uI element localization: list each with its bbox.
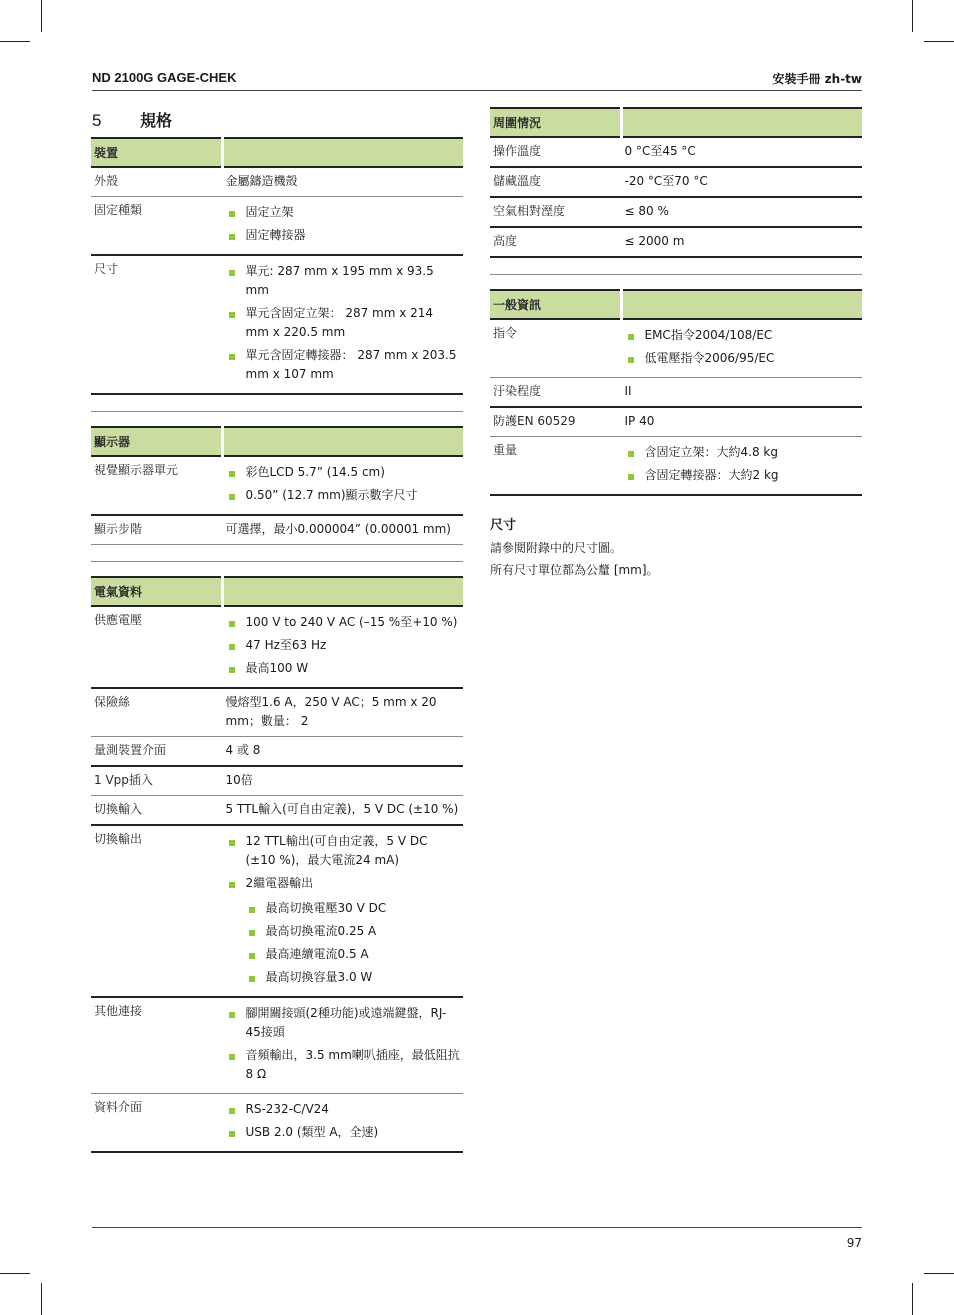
list-item: 47 Hz至63 Hz xyxy=(226,636,461,655)
table-row xyxy=(91,197,463,256)
section-title xyxy=(92,108,172,131)
table-row xyxy=(91,456,463,515)
list-item: 100 V to 240 V AC (–15 %至+10 %) xyxy=(226,613,461,632)
dimensions-note-line: 請參閱附錄中的尺寸圖。 xyxy=(490,541,623,555)
list-item: 固定轉接器 xyxy=(226,226,461,245)
crop-mark xyxy=(912,0,913,32)
spec-table-left xyxy=(91,137,463,1153)
row-value: 慢熔型1.6 A，250 V AC；5 mm x 20 mm；數量： 2 xyxy=(223,688,464,737)
table-row xyxy=(490,227,862,257)
table-header-general xyxy=(490,290,862,319)
list-item: 單元含固定轉接器： 287 mm x 203.5 mm x 107 mm xyxy=(226,346,461,384)
crop-mark xyxy=(912,1283,913,1315)
table-row xyxy=(490,378,862,408)
table-row xyxy=(91,796,463,826)
dimensions-note-text xyxy=(490,537,862,581)
spec-right-column xyxy=(490,107,862,581)
table-row xyxy=(91,167,463,197)
list-item: 腳開關接頭(2種功能)或遠端鍵盤，RJ-45接頭 xyxy=(226,1004,461,1042)
table-header-electrical xyxy=(91,577,463,606)
row-label: 尺寸 xyxy=(91,255,223,394)
row-label: 切換輸出 xyxy=(91,825,223,997)
table-row xyxy=(490,407,862,437)
sub-bullet-list xyxy=(246,899,461,987)
row-label: 外殼 xyxy=(91,167,223,197)
list-item: USB 2.0 (類型 A，全速) xyxy=(226,1123,461,1142)
list-item: 最高切換電流0.25 A xyxy=(246,922,461,941)
row-label: 視覺顯示器單元 xyxy=(91,456,223,515)
table-row xyxy=(91,766,463,796)
list-item: RS-232-C/V24 xyxy=(226,1100,461,1119)
row-value: -20 °C至70 °C xyxy=(622,167,863,197)
heading-electrical: 電氣資料 xyxy=(91,577,223,606)
crop-mark xyxy=(41,0,42,32)
table-row xyxy=(490,137,862,167)
page-number: 97 xyxy=(846,1236,862,1250)
manual-product-name: ND 2100G GAGE-CHEK xyxy=(92,70,237,85)
crop-mark xyxy=(924,1273,954,1274)
spec-table-right xyxy=(490,107,862,496)
table-row xyxy=(91,606,463,688)
bullet-list xyxy=(226,1004,461,1084)
list-item: 0.50” (12.7 mm)顯示數字尺寸 xyxy=(226,486,461,505)
table-row xyxy=(490,319,862,378)
spec-left-column xyxy=(91,137,463,1153)
row-value: 金屬鑄造機殼 xyxy=(223,167,464,197)
list-item: 含固定轉接器：大約2 kg xyxy=(625,466,860,485)
dimensions-note-line: 所有尺寸單位都為公釐 [mm]。 xyxy=(490,563,659,577)
crop-mark xyxy=(924,41,954,42)
heading-general: 一般資訊 xyxy=(490,290,622,319)
list-item: 最高切換容量3.0 W xyxy=(246,968,461,987)
row-label: 其他連接 xyxy=(91,997,223,1094)
table-row xyxy=(91,515,463,545)
footer-divider xyxy=(92,1227,862,1228)
row-label: 固定種類 xyxy=(91,197,223,256)
row-value: ≤ 80 % xyxy=(622,197,863,227)
row-label: 操作溫度 xyxy=(490,137,622,167)
row-value: 4 或 8 xyxy=(223,737,464,767)
row-label: 空氣相對溼度 xyxy=(490,197,622,227)
heading-environment: 周圍情況 xyxy=(490,108,622,137)
list-item: 低電壓指令2006/95/EC xyxy=(625,349,860,368)
heading-device: 裝置 xyxy=(91,138,223,167)
row-label: 供應電壓 xyxy=(91,606,223,688)
crop-mark xyxy=(41,1283,42,1315)
crop-mark xyxy=(0,1273,30,1274)
row-label: 顯示步階 xyxy=(91,515,223,545)
list-item: EMC指令2004/108/EC xyxy=(625,326,860,345)
row-label: 切換輸入 xyxy=(91,796,223,826)
list-item: 12 TTL輸出(可自由定義，5 V DC (±10 %)，最大電流24 mA) xyxy=(226,832,461,870)
table-header-environment xyxy=(490,108,862,137)
row-label: 指令 xyxy=(490,319,622,378)
dimensions-note-title: 尺寸 xyxy=(490,518,517,533)
row-label: 防護EN 60529 xyxy=(490,407,622,437)
row-label: 重量 xyxy=(490,437,622,496)
row-value: 可選擇，最小0.000004” (0.00001 mm) xyxy=(223,515,464,545)
row-label: 汙染程度 xyxy=(490,378,622,408)
page-header xyxy=(92,68,862,91)
table-row xyxy=(91,825,463,997)
table-row xyxy=(91,737,463,767)
row-label: 資料介面 xyxy=(91,1094,223,1153)
bullet-list xyxy=(625,326,860,368)
list-item: 單元: 287 mm x 195 mm x 93.5 mm xyxy=(226,262,461,300)
table-header-display xyxy=(91,427,463,456)
table-row xyxy=(91,1094,463,1153)
list-item: 音頻輸出，3.5 mm喇叭插座，最低阻抗8 Ω xyxy=(226,1046,461,1084)
bullet-list xyxy=(226,463,461,505)
table-row xyxy=(91,255,463,394)
table-row xyxy=(490,197,862,227)
row-label: 1 Vpp插入 xyxy=(91,766,223,796)
row-value: 5 TTL輸入(可自由定義)，5 V DC (±10 %) xyxy=(223,796,464,826)
row-label: 儲藏溫度 xyxy=(490,167,622,197)
bullet-list xyxy=(625,443,860,485)
bullet-list xyxy=(226,1100,461,1142)
row-label: 量測裝置介面 xyxy=(91,737,223,767)
row-value: ≤ 2000 m xyxy=(622,227,863,257)
list-item: 固定立架 xyxy=(226,203,461,222)
bullet-list xyxy=(226,832,461,987)
table-row xyxy=(91,997,463,1094)
row-value: IP 40 xyxy=(622,407,863,437)
bullet-list xyxy=(226,203,461,245)
row-label: 高度 xyxy=(490,227,622,257)
table-row xyxy=(91,688,463,737)
manual-language: 安裝手冊 zh-tw xyxy=(772,72,862,86)
row-value: II xyxy=(622,378,863,408)
list-item: 含固定立架：大約4.8 kg xyxy=(625,443,860,462)
list-item: 最高連續電流0.5 A xyxy=(246,945,461,964)
row-label: 保險絲 xyxy=(91,688,223,737)
heading-display: 顯示器 xyxy=(91,427,223,456)
crop-mark xyxy=(0,41,30,42)
bullet-list xyxy=(226,613,461,678)
bullet-list xyxy=(226,262,461,384)
table-row xyxy=(490,437,862,496)
row-value: 10倍 xyxy=(223,766,464,796)
row-value: 0 °C至45 °C xyxy=(622,137,863,167)
section-number: 5 xyxy=(92,111,102,130)
section-heading: 規格 xyxy=(140,111,173,130)
list-item: 彩色LCD 5.7” (14.5 cm) xyxy=(226,463,461,482)
list-item xyxy=(226,874,461,987)
list-item-text: 2繼電器輸出 xyxy=(245,876,314,890)
list-item: 單元含固定立架： 287 mm x 214 mm x 220.5 mm xyxy=(226,304,461,342)
table-header-device xyxy=(91,138,463,167)
table-row xyxy=(490,167,862,197)
list-item: 最高100 W xyxy=(226,659,461,678)
list-item: 最高切換電壓30 V DC xyxy=(246,899,461,918)
